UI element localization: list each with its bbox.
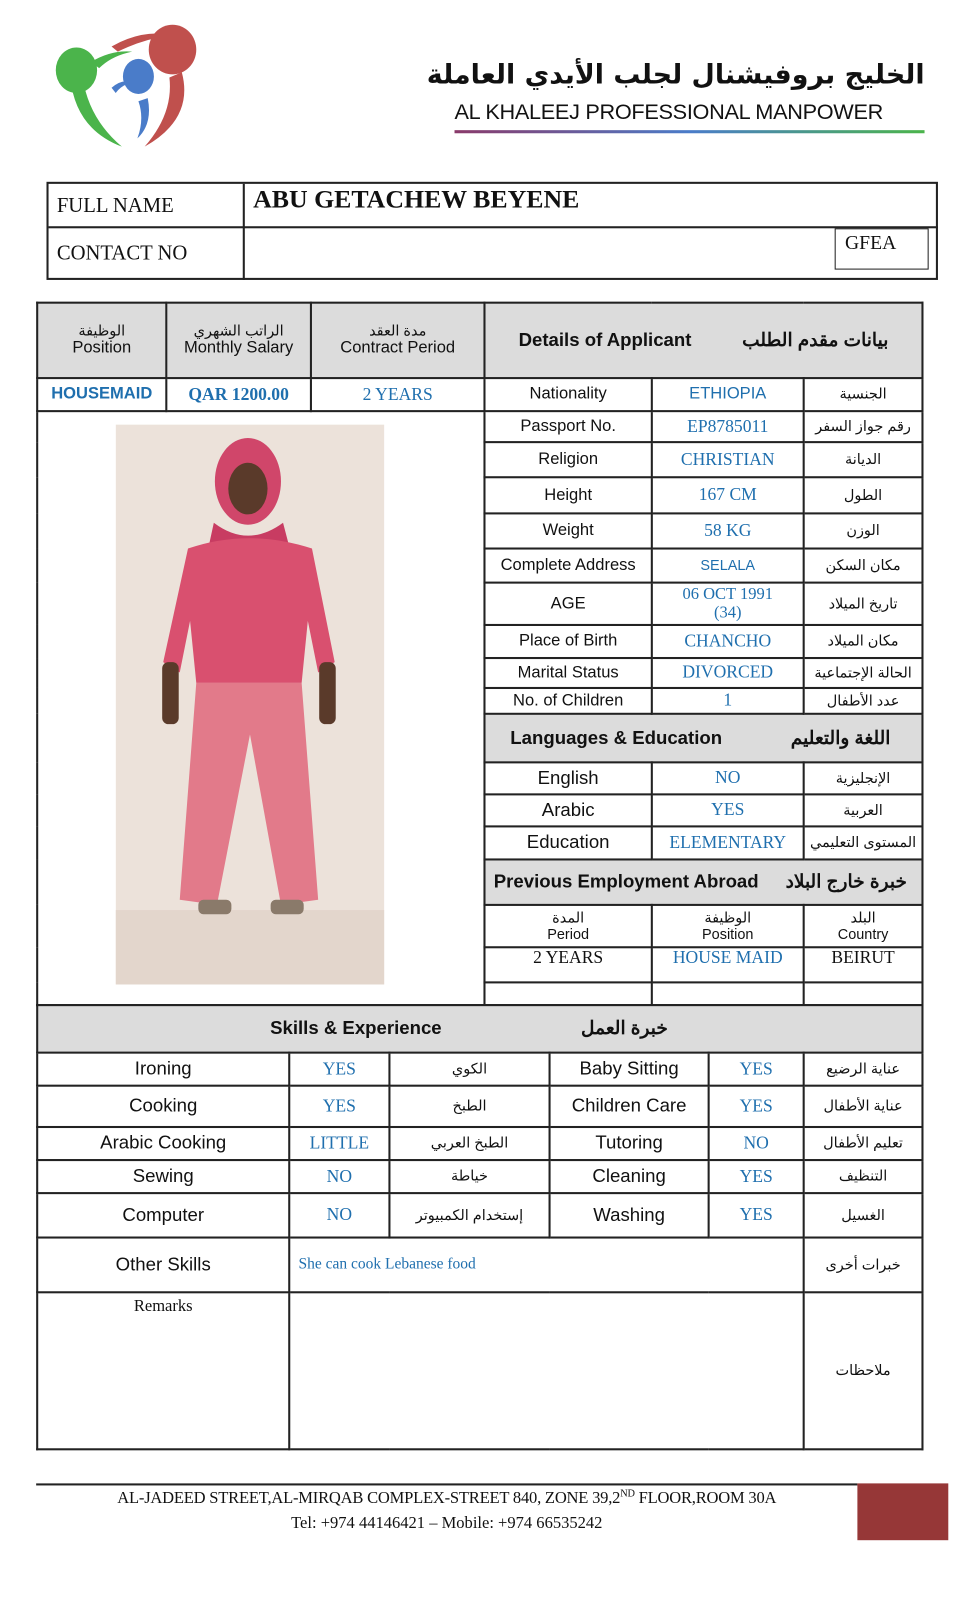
skill-label-ar: خياطة bbox=[389, 1160, 549, 1193]
skill-value: YES bbox=[289, 1086, 389, 1127]
skill-label-ar: الكوي bbox=[389, 1053, 549, 1086]
skill-row bbox=[37, 1053, 922, 1086]
detail-value: CHRISTIAN bbox=[652, 442, 804, 477]
footer-divider bbox=[36, 1483, 857, 1485]
remarks-label: Remarks bbox=[37, 1292, 289, 1449]
detail-value: DIVORCED bbox=[652, 658, 804, 688]
skill-label-ar: الطبخ العربي bbox=[389, 1127, 549, 1160]
skill-label-ar: التنظيف bbox=[804, 1160, 923, 1193]
employment-empty-cell bbox=[484, 982, 651, 1005]
skill-label-ar: الطبخ bbox=[389, 1086, 549, 1127]
skill-row bbox=[37, 1193, 922, 1237]
header-underline bbox=[455, 130, 925, 133]
salary-value: QAR 1200.00 bbox=[166, 378, 311, 411]
detail-value: ETHIOPIA bbox=[652, 378, 804, 411]
remarks-label-ar: ملاحظات bbox=[804, 1292, 923, 1449]
other-skills-label: Other Skills bbox=[37, 1238, 289, 1293]
footer-address bbox=[36, 1489, 857, 1510]
skills-title-ar: خبرة العمل bbox=[580, 1017, 668, 1039]
skill-label: Cooking bbox=[37, 1086, 289, 1127]
skill-value: YES bbox=[709, 1086, 804, 1127]
skills-title: Skills & Experience bbox=[270, 1017, 442, 1039]
languages-title: Languages & Education bbox=[510, 726, 723, 748]
skill-label-ar: إستخدام الكمبيوتر bbox=[389, 1193, 549, 1237]
skill-label: Computer bbox=[37, 1193, 289, 1237]
skill-label: Ironing bbox=[37, 1053, 289, 1086]
emp-position-header-ar: الوظيفة bbox=[704, 909, 752, 926]
skill-value: YES bbox=[709, 1160, 804, 1193]
company-logo bbox=[50, 21, 205, 153]
employment-title-ar: خبرة خارج البلاد bbox=[785, 870, 907, 892]
details-section-header bbox=[484, 303, 922, 378]
period-header: Period bbox=[547, 925, 590, 942]
detail-label: Place of Birth bbox=[484, 625, 651, 658]
detail-label-ar: عدد الأطفال bbox=[804, 688, 923, 714]
skill-label: Tutoring bbox=[550, 1127, 709, 1160]
period-header-ar: المدة bbox=[552, 909, 585, 926]
contract-header-ar: مدة العقد bbox=[369, 322, 427, 339]
country-header: Country bbox=[837, 925, 889, 942]
salary-header-ar: الراتب الشهري bbox=[193, 322, 284, 339]
language-label: Arabic bbox=[484, 794, 651, 826]
skills-section-header bbox=[37, 1005, 922, 1053]
emp-position-header: Position bbox=[702, 925, 754, 942]
detail-label-ar: الجنسية bbox=[804, 378, 923, 411]
language-value: YES bbox=[652, 794, 804, 826]
detail-label-ar: الديانة bbox=[804, 442, 923, 477]
position-header-ar: الوظيفة bbox=[78, 322, 126, 339]
detail-value: EP8785011 bbox=[652, 411, 804, 442]
footer-address-text: AL-JADEED STREET,AL-MIRQAB COMPLEX-STREET 840, ZONE 39,2 bbox=[117, 1489, 621, 1508]
skill-label-ar: تعليم الأطفال bbox=[804, 1127, 923, 1160]
detail-label-ar: الحالة الإجتماعية bbox=[804, 658, 923, 688]
skill-label: Children Care bbox=[550, 1086, 709, 1127]
detail-value: SELALA bbox=[652, 549, 804, 583]
detail-label-ar: الوزن bbox=[804, 513, 923, 548]
detail-value: 06 OCT 1991 (34) bbox=[652, 583, 804, 625]
footer-accent-block bbox=[857, 1483, 948, 1540]
skill-value: YES bbox=[709, 1193, 804, 1237]
skill-value: YES bbox=[289, 1053, 389, 1086]
company-name-arabic: الخليج بروفيشنال لجلب الأيدي العاملة bbox=[426, 59, 925, 91]
salary-header: Monthly Salary bbox=[183, 339, 294, 357]
detail-label-ar: مكان الميلاد bbox=[804, 625, 923, 658]
employment-position: HOUSE MAID bbox=[652, 947, 804, 982]
employment-empty-cell bbox=[804, 982, 923, 1005]
skill-value: YES bbox=[709, 1053, 804, 1086]
skill-value: LITTLE bbox=[289, 1127, 389, 1160]
other-skills-value: She can cook Lebanese food bbox=[289, 1238, 803, 1293]
education-value: ELEMENTARY bbox=[652, 826, 804, 859]
skill-label-ar: عناية الأطفال bbox=[804, 1086, 923, 1127]
skill-label: Washing bbox=[550, 1193, 709, 1237]
detail-label-ar: مكان السكن bbox=[804, 549, 923, 583]
employment-title: Previous Employment Abroad bbox=[493, 870, 759, 892]
detail-label: Complete Address bbox=[484, 549, 651, 583]
footer-address-sup: ND bbox=[620, 1488, 635, 1500]
detail-label-ar: رقم جواز السفر bbox=[804, 411, 923, 442]
full-name-label: FULL NAME bbox=[56, 194, 174, 217]
detail-label: Religion bbox=[484, 442, 651, 477]
contract-value: 2 YEARS bbox=[311, 378, 485, 411]
country-header-ar: البلد bbox=[850, 909, 876, 926]
details-title: Details of Applicant bbox=[518, 329, 692, 350]
skill-label-ar: عناية الرضيع bbox=[804, 1053, 923, 1086]
skill-row bbox=[37, 1127, 922, 1160]
employment-empty-cell bbox=[652, 982, 804, 1005]
identity-box bbox=[46, 182, 937, 280]
contact-label: CONTACT NO bbox=[56, 241, 188, 265]
skill-label: Baby Sitting bbox=[550, 1053, 709, 1086]
skill-value: NO bbox=[709, 1127, 804, 1160]
languages-title-ar: اللغة والتعليم bbox=[790, 726, 891, 748]
skill-label: Cleaning bbox=[550, 1160, 709, 1193]
detail-value: CHANCHO bbox=[652, 625, 804, 658]
skill-value: NO bbox=[289, 1160, 389, 1193]
footer-phones: Tel: +974 44146421 – Mobile: +974 66535242 bbox=[291, 1514, 603, 1532]
employment-section-header bbox=[484, 859, 922, 904]
education-label: Education bbox=[484, 826, 651, 859]
skill-value: NO bbox=[289, 1193, 389, 1237]
detail-label-ar: الطول bbox=[804, 477, 923, 513]
contract-header: Contract Period bbox=[340, 339, 456, 357]
languages-section-header bbox=[484, 714, 922, 763]
detail-label: Weight bbox=[484, 513, 651, 548]
footer-address-text-end: FLOOR,ROOM 30A bbox=[634, 1489, 777, 1508]
details-table bbox=[36, 302, 923, 1007]
detail-label-ar: تاريخ الميلاد bbox=[804, 583, 923, 625]
agency-code-box: GFEA bbox=[835, 228, 929, 269]
company-name-english: AL KHALEEJ PROFESSIONAL MANPOWER bbox=[454, 100, 883, 124]
detail-label: No. of Children bbox=[484, 688, 651, 714]
skill-label: Sewing bbox=[37, 1160, 289, 1193]
detail-label: Height bbox=[484, 477, 651, 513]
detail-label: Passport No. bbox=[484, 411, 651, 442]
detail-label: Nationality bbox=[484, 378, 651, 411]
employment-country: BEIRUT bbox=[804, 947, 923, 982]
details-title-ar: بيانات مقدم الطلب bbox=[742, 329, 889, 350]
language-label-ar: الإنجليزية bbox=[804, 762, 923, 794]
language-label-ar: العربية bbox=[804, 794, 923, 826]
language-value: NO bbox=[652, 762, 804, 794]
skill-label: Arabic Cooking bbox=[37, 1127, 289, 1160]
photo-cell bbox=[37, 411, 484, 1005]
position-header: Position bbox=[72, 339, 132, 357]
remarks-input[interactable] bbox=[289, 1292, 803, 1449]
detail-value: 1 bbox=[652, 688, 804, 714]
skill-row bbox=[37, 1160, 922, 1193]
education-label-ar: المستوى التعليمي bbox=[804, 826, 923, 859]
employment-period: 2 YEARS bbox=[484, 947, 651, 982]
skill-row bbox=[37, 1086, 922, 1127]
full-name-value: ABU GETACHEW BEYENE bbox=[253, 185, 580, 214]
skills-table bbox=[36, 1004, 923, 1450]
detail-label: AGE bbox=[484, 583, 651, 625]
detail-label: Marital Status bbox=[484, 658, 651, 688]
language-label: English bbox=[484, 762, 651, 794]
other-skills-label-ar: خبرات أخرى bbox=[804, 1238, 923, 1293]
applicant-photo bbox=[116, 425, 385, 985]
position-value: HOUSEMAID bbox=[37, 378, 166, 411]
detail-value: 58 KG bbox=[652, 513, 804, 548]
skill-label-ar: الغسيل bbox=[804, 1193, 923, 1237]
detail-value: 167 CM bbox=[652, 477, 804, 513]
